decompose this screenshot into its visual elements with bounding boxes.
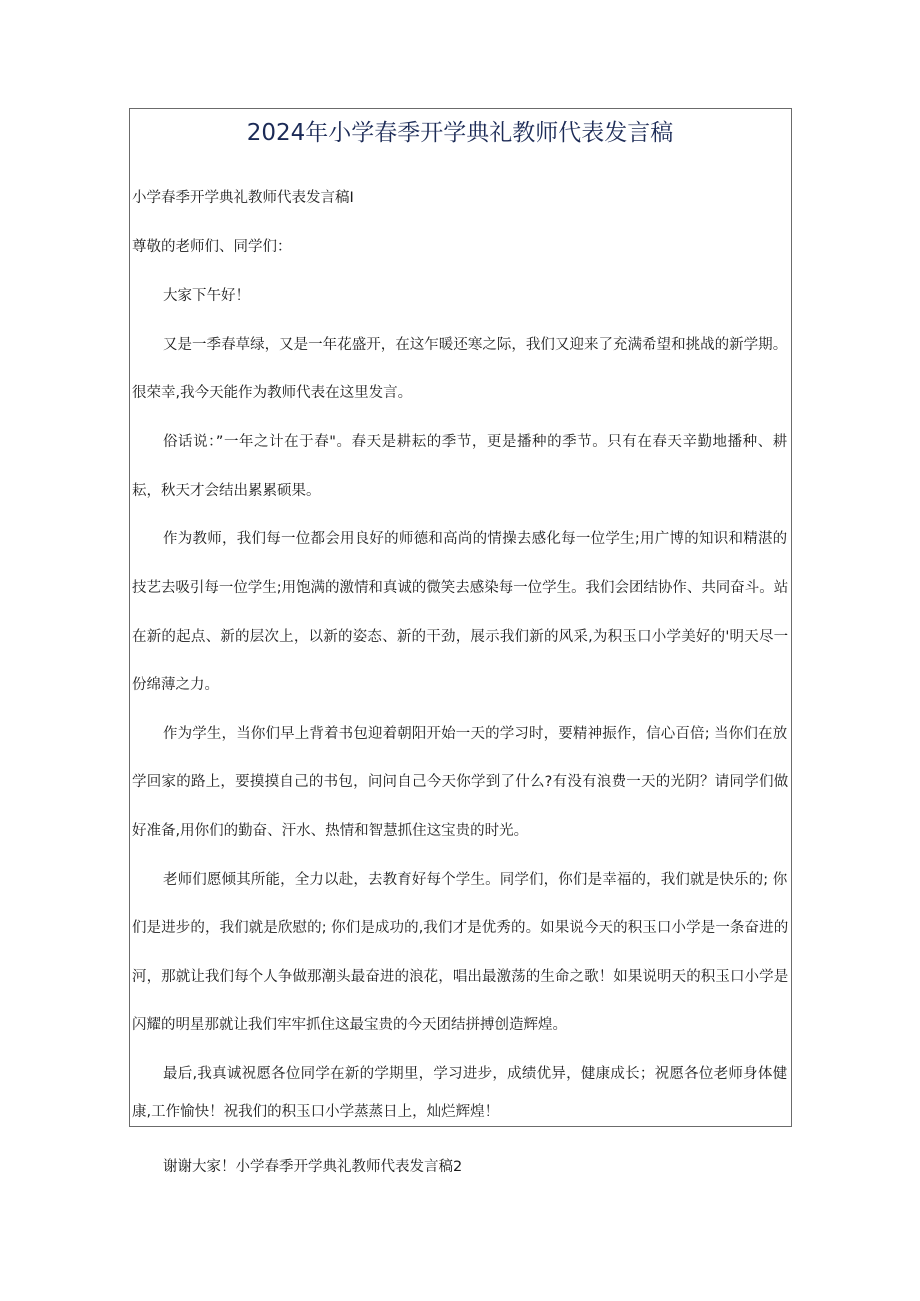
paragraph-4-line-2: 学回家的路上，要摸摸自己的书包，问问自己今天你学到了什么?有没有浪费一天的光阴？请同学们做 bbox=[132, 774, 788, 790]
paragraph-2-line-1: 俗话说：”一年之计在于春"。春天是耕耘的季节，更是播种的季节。只有在春天辛勤地播种、耕 bbox=[163, 434, 787, 450]
paragraph-2-line-2: 耘，秋天才会结出累累硕果。 bbox=[132, 483, 321, 499]
paragraph-5-line-4: 闪耀的明星那就让我们牢牢抓住这最宝贵的今天团结拼搏创造辉煌。 bbox=[132, 1017, 567, 1033]
paragraph-6-line-1: 最后,我真诚祝愿各位同学在新的学期里，学习进步，成绩优异，健康成长；祝愿各位老师身体健 bbox=[163, 1066, 787, 1082]
paragraph-4-line-3: 好准备,用你们的勤奋、汗水、热情和智慧抓住这宝贵的时光。 bbox=[132, 823, 529, 839]
paragraph-3-line-3: 在新的起点、新的层次上，以新的姿态、新的干劲，展示我们新的风采,为积玉口小学美好的'明天尽一 bbox=[132, 629, 788, 645]
paragraph-5-line-3: 河，那就让我们每个人争做那潮头最奋进的浪花，唱出最激荡的生命之歌！如果说明天的积玉口小学是 bbox=[132, 969, 788, 985]
paragraph-1-line-1: 又是一季春草绿，又是一年花盛开，在这乍暖还寒之际，我们又迎来了充满希望和挑战的新学期。 bbox=[163, 337, 787, 353]
paragraph-6-line-2: 康,工作愉快！祝我们的积玉口小学蒸蒸日上，灿烂辉煌！ bbox=[132, 1104, 500, 1120]
closing-line: 谢谢大家！小学春季开学典礼教师代表发言稿2 bbox=[163, 1159, 463, 1175]
document-title: 2024年小学春季开学典礼教师代表发言稿 bbox=[246, 120, 674, 146]
paragraph-3-line-2: 技艺去吸引每一位学生;用饱满的激情和真诚的微笑去感染每一位学生。我们会团结协作、共同奋斗。站 bbox=[132, 580, 788, 596]
paragraph-4-line-1: 作为学生，当你们早上背着书包迎着朝阳开始一天的学习时，要精神振作，信心百倍; 当你们在放 bbox=[163, 726, 787, 742]
paragraph-1-line-2: 很荣幸,我今天能作为教师代表在这里发言。 bbox=[132, 385, 413, 401]
greeting: 大家下午好！ bbox=[163, 288, 250, 304]
document-subtitle: 小学春季开学典礼教师代表发言稿I bbox=[132, 190, 354, 206]
paragraph-3-line-1: 作为教师，我们每一位都会用良好的师德和高尚的情操去感化每一位学生;用广博的知识和精湛的 bbox=[163, 531, 787, 547]
paragraph-5-line-1: 老师们愿倾其所能，全力以赴，去教育好每个学生。同学们，你们是幸福的，我们就是快乐的; 你 bbox=[163, 872, 787, 888]
salutation: 尊敬的老师们、同学们： bbox=[132, 239, 292, 255]
paragraph-5-line-2: 们是进步的，我们就是欣慰的; 你们是成功的,我们才是优秀的。如果说今天的积玉口小学是一条奋进的 bbox=[132, 920, 788, 936]
paragraph-3-line-4: 份绵薄之力。 bbox=[132, 677, 219, 693]
